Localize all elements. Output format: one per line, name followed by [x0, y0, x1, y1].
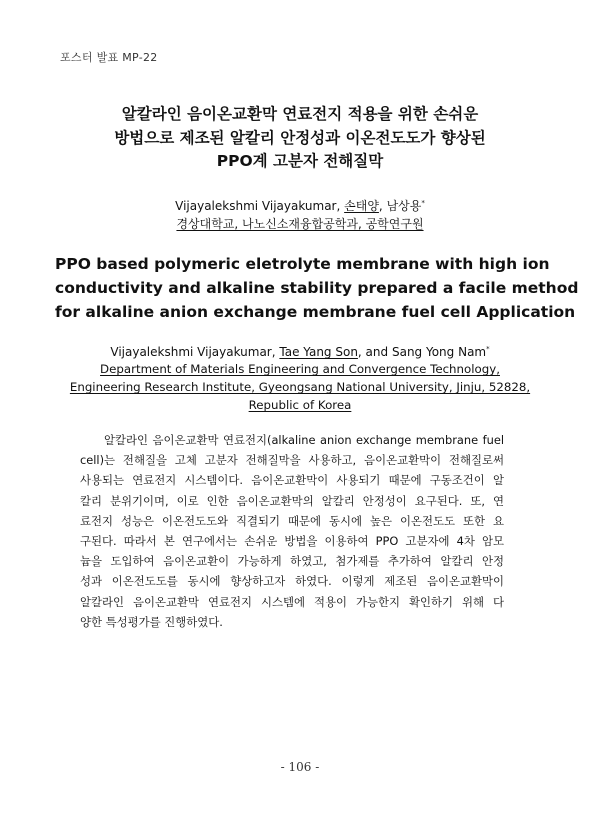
author-name: Vijayalekshmi Vijayakumar, [175, 199, 341, 213]
affiliation-line: Republic of Korea [248, 398, 352, 412]
session-label: 포스터 발표 MP-22 [60, 51, 158, 64]
author-name: Vijayalekshmi Vijayakumar, [110, 345, 276, 359]
abstract-line: 료전지 성능은 이온전도도와 직결되기 때문에 동시에 높은 이온전도도 또한 요 [80, 513, 504, 528]
korean-authors [60, 197, 540, 215]
page-number: - 106 - [280, 760, 320, 774]
abstract-line: 알칼라인 음이온교환막 연료전지(alkaline anion exchange membrane fuel [104, 433, 504, 447]
abstract-line: 칼리 분위기이며, 이로 인한 음이온교환막의 알칼리 안정성이 요구된다. 또, 연 [80, 493, 504, 508]
english-title-line: for alkaline anion exchange membrane fuel cell Application [55, 303, 576, 321]
english-title-line: PPO based polymeric eletrolyte membrane with high ion [55, 255, 550, 273]
abstract-line: 늄을 도입하여 음이온교환이 가능하게 하였고, 첨가제를 추가하여 알칼리 안정 [80, 554, 504, 569]
corresponding-author-mark: * [421, 199, 425, 207]
affiliation-line: Engineering Research Institute, Gyeongsang National University, Jinju, 52828, [69, 380, 531, 394]
author-separator: , [378, 199, 383, 213]
english-title-line: conductivity and alkaline stability prepared a facile method [55, 279, 579, 297]
english-authors [40, 343, 560, 361]
abstract-body [80, 430, 504, 632]
korean-title-line: PPO계 고분자 전해질막 [216, 152, 384, 170]
korean-title [60, 103, 540, 174]
korean-affiliation [60, 215, 540, 232]
english-title [55, 252, 579, 324]
author-name: 남상용 [386, 199, 422, 213]
english-affiliation [40, 360, 560, 414]
abstract-line: 양한 특성평가를 진행하였다. [80, 614, 223, 629]
abstract-line: 사용되는 연료전지 시스템이다. 음이온교환막이 사용되기 때문에 구동조건이 알 [80, 473, 504, 488]
corresponding-author-mark: * [486, 345, 490, 353]
abstract-line: 성과 이온전도도를 동시에 향상하고자 하였다. 이렇게 제조된 음이온교환막이 [80, 574, 504, 589]
korean-title-line: 방법으로 제조된 알칼리 안정성과 이온전도도가 향상된 [114, 128, 486, 147]
abstract-line: 구된다. 따라서 본 연구에서는 손쉬운 방법을 이용하여 PPO 고분자에 4차 암모 [80, 534, 504, 549]
abstract-line: cell)는 전해질을 고체 고분자 전해질막을 사용하고, 음이온교환막이 전해질로써 [80, 453, 504, 468]
author-name: Sang Yong Nam [391, 345, 487, 359]
author-separator: , and [357, 345, 389, 359]
author-name: Tae Yang Son [279, 345, 358, 359]
abstract-line: 알칼라인 음이온교환막 연료전지 시스템에 적용이 가능한지 확인하기 위해 다 [80, 594, 504, 609]
author-name: 손태양 [344, 199, 379, 213]
korean-title-line: 알칼라인 음이온교환막 연료전지 적용을 위한 손쉬운 [121, 105, 479, 123]
korean-affiliation-text: 경상대학교, 나노신소재융합공학과, 공학연구원 [176, 217, 424, 231]
affiliation-line: Department of Materials Engineering and Convergence Technology, [100, 362, 500, 376]
